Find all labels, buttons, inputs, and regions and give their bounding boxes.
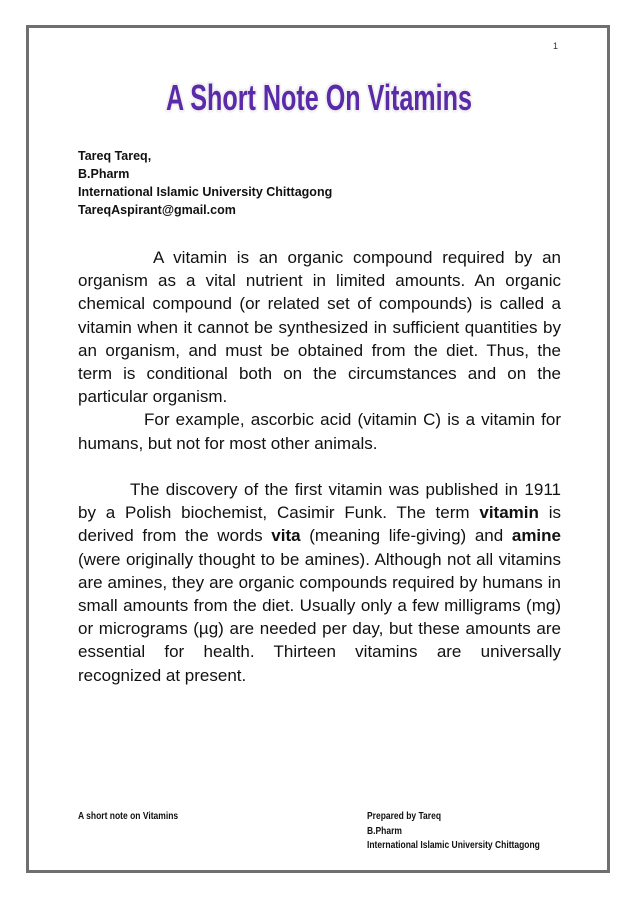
footer-institution: International Islamic University Chittagong — [367, 840, 540, 851]
paragraph-3 — [78, 478, 561, 687]
paragraph-2: For example, ascorbic acid (vitamin C) is a vitamin for humans, but not for most other animals. — [78, 410, 561, 453]
document-title — [0, 64, 638, 134]
author-degree: B.Pharm — [78, 167, 130, 181]
page-number: 1 — [553, 41, 559, 51]
footer-prepared-by: Prepared by Tareq — [367, 811, 442, 822]
author-institution: International Islamic University Chittagong — [78, 185, 333, 199]
body-text — [78, 246, 561, 687]
paragraph-1: A vitamin is an organic compound required by an organism as a vital nutrient in limited amounts. An organic chemical compound (or related set of compounds) is called a vitamin when it cannot be synthesized in sufficient quantities by an organism, and must be obtained from the diet. Thus, the term is conditional both on the circumstances and on the particular organism. — [78, 248, 561, 407]
author-email: TareqAspirant@gmail.com — [78, 203, 236, 217]
footer-left: A short note on Vitamins — [78, 811, 179, 822]
footer-degree: B.Pharm — [367, 825, 402, 837]
author-name: Tareq Tareq, — [78, 149, 152, 163]
term-vitamin: vitamin — [479, 503, 539, 523]
title-text: A Short Note On Vitamins — [166, 77, 472, 118]
author-block — [78, 147, 332, 219]
footer-right — [367, 810, 540, 854]
paragraph-3-text: (meaning life-giving) and — [300, 526, 512, 546]
term-amine: amine — [511, 526, 561, 546]
paragraph-3-text: (were originally thought to be amines). Although not all vitamins are amines, they are organic compounds required by humans in small amounts from the diet. Usually only a few milligrams (mg) or micrograms (µg) are needed per day, but these amounts are essential for health. Thirteen vitamins are universally recognized at present. — [78, 549, 561, 685]
term-vita: vita — [271, 526, 301, 546]
paragraph-3-text: The discovery of the first vitamin was published in 1911 by a Polish biochemist, Casimir Funk. The term — [78, 480, 561, 523]
paragraph-3-text: is derived from the words — [78, 503, 562, 546]
